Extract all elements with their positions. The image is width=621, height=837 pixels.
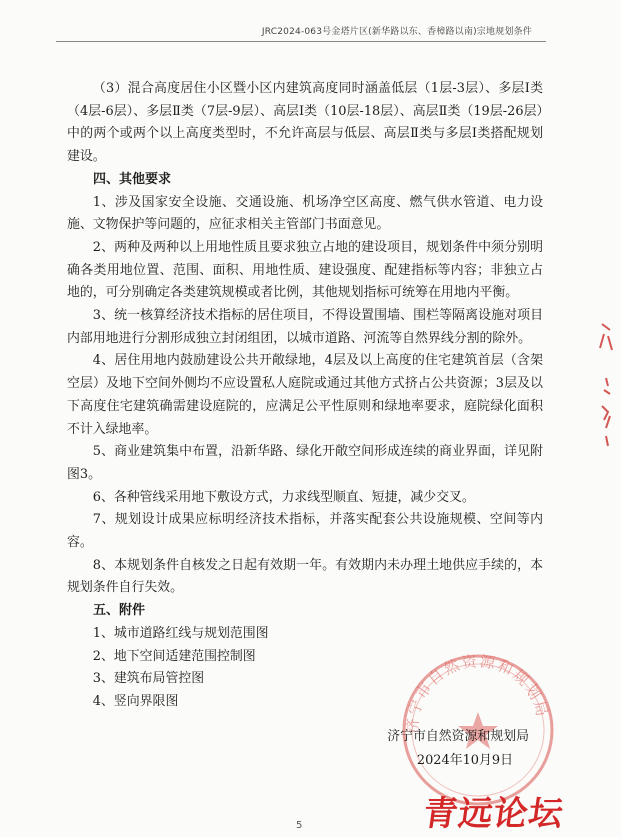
signature-organization: 济宁市自然资源和规划局 <box>387 729 529 744</box>
document-body <box>67 78 543 714</box>
signature-date: 2024年10月9日 <box>416 753 513 768</box>
body-paragraph: 2、地下空间适建范围控制图 <box>92 648 256 664</box>
body-paragraph: 8、本规划条件自核发之日起有效期一年。有效期内未办理土地供应手续的，本规划条件自行失效。 <box>67 557 543 596</box>
body-paragraph: 4、竖向界限图 <box>92 693 179 709</box>
edge-stamp-fragment <box>596 320 616 450</box>
body-paragraph: 1、城市道路红线与规划范围图 <box>92 625 269 641</box>
body-paragraph: 2、两种及两种以上用地性质且要求独立占地的建设项目，规划条件中须分别明确各类用地位置、范围、面积、用地性质、建设强度、配建指标等内容；非独立占地的，可分别确定各类建筑规模或者比例，其他规划指标可统筹在用地内平衡。 <box>67 239 543 301</box>
seal-text: 济宁市自然资源和规划局 <box>403 652 552 734</box>
watermark-logo: 青远论坛 <box>420 794 567 834</box>
body-paragraph: 5、商业建筑集中布置，沿新华路、绿化开敞空间形成连续的商业界面，详见附图3。 <box>67 444 543 482</box>
body-paragraph: 4、居住用地内鼓励建设公共开敞绿地，4层及以上高度的住宅建筑首层（含架空层）及地下空间外侧均不应设置私人庭院或通过其他方式挤占公共资源；3层及以下高度住宅建筑确需建设庭院的，应满足公平性原则和绿地率要求，庭院绿化面积不计入绿地率。 <box>67 353 543 437</box>
header-divider <box>56 41 546 42</box>
page-number: 5 <box>296 820 303 831</box>
body-paragraph: 7、规划设计成果应标明经济技术指标，并落实配套公共设施规模、空间等内容。 <box>67 512 543 551</box>
section-heading: 五、附件 <box>93 603 146 619</box>
body-paragraph: 1、涉及国家安全设施、交通设施、机场净空区高度、燃气供水管道、电力设施、文物保护等问题的，应征求相关主管部门书面意见。 <box>67 194 543 233</box>
body-paragraph: 3、统一核算经济技术指标的居住项目，不得设置围墙、围栏等隔离设施对项目内部用地进行分割形成独立封闭组团，以城市道路、河流等自然界线分割的除外。 <box>67 308 543 346</box>
body-paragraph: 3、建筑布局管控图 <box>92 671 205 687</box>
document-header: JRC2024-063号金塔片区(新华路以东、香樟路以南)宗地规划条件 <box>261 27 532 37</box>
section-heading: 四、其他要求 <box>93 171 172 187</box>
body-paragraph: （3）混合高度居住小区暨小区内建筑高度同时涵盖低层（1层-3层）、多层Ⅰ类（4层-6层）、多层Ⅱ类（7层-9层）、高层Ⅰ类（10层-18层）、高层Ⅱ类（19层-26层）中的两个或两个以上高度类型时，不允许高层与低层、高层Ⅱ类与多层Ⅰ类搭配规划建设。 <box>67 81 543 165</box>
body-paragraph: 6、各种管线采用地下敷设方式，力求线型顺直、短捷，减少交叉。 <box>92 489 475 505</box>
